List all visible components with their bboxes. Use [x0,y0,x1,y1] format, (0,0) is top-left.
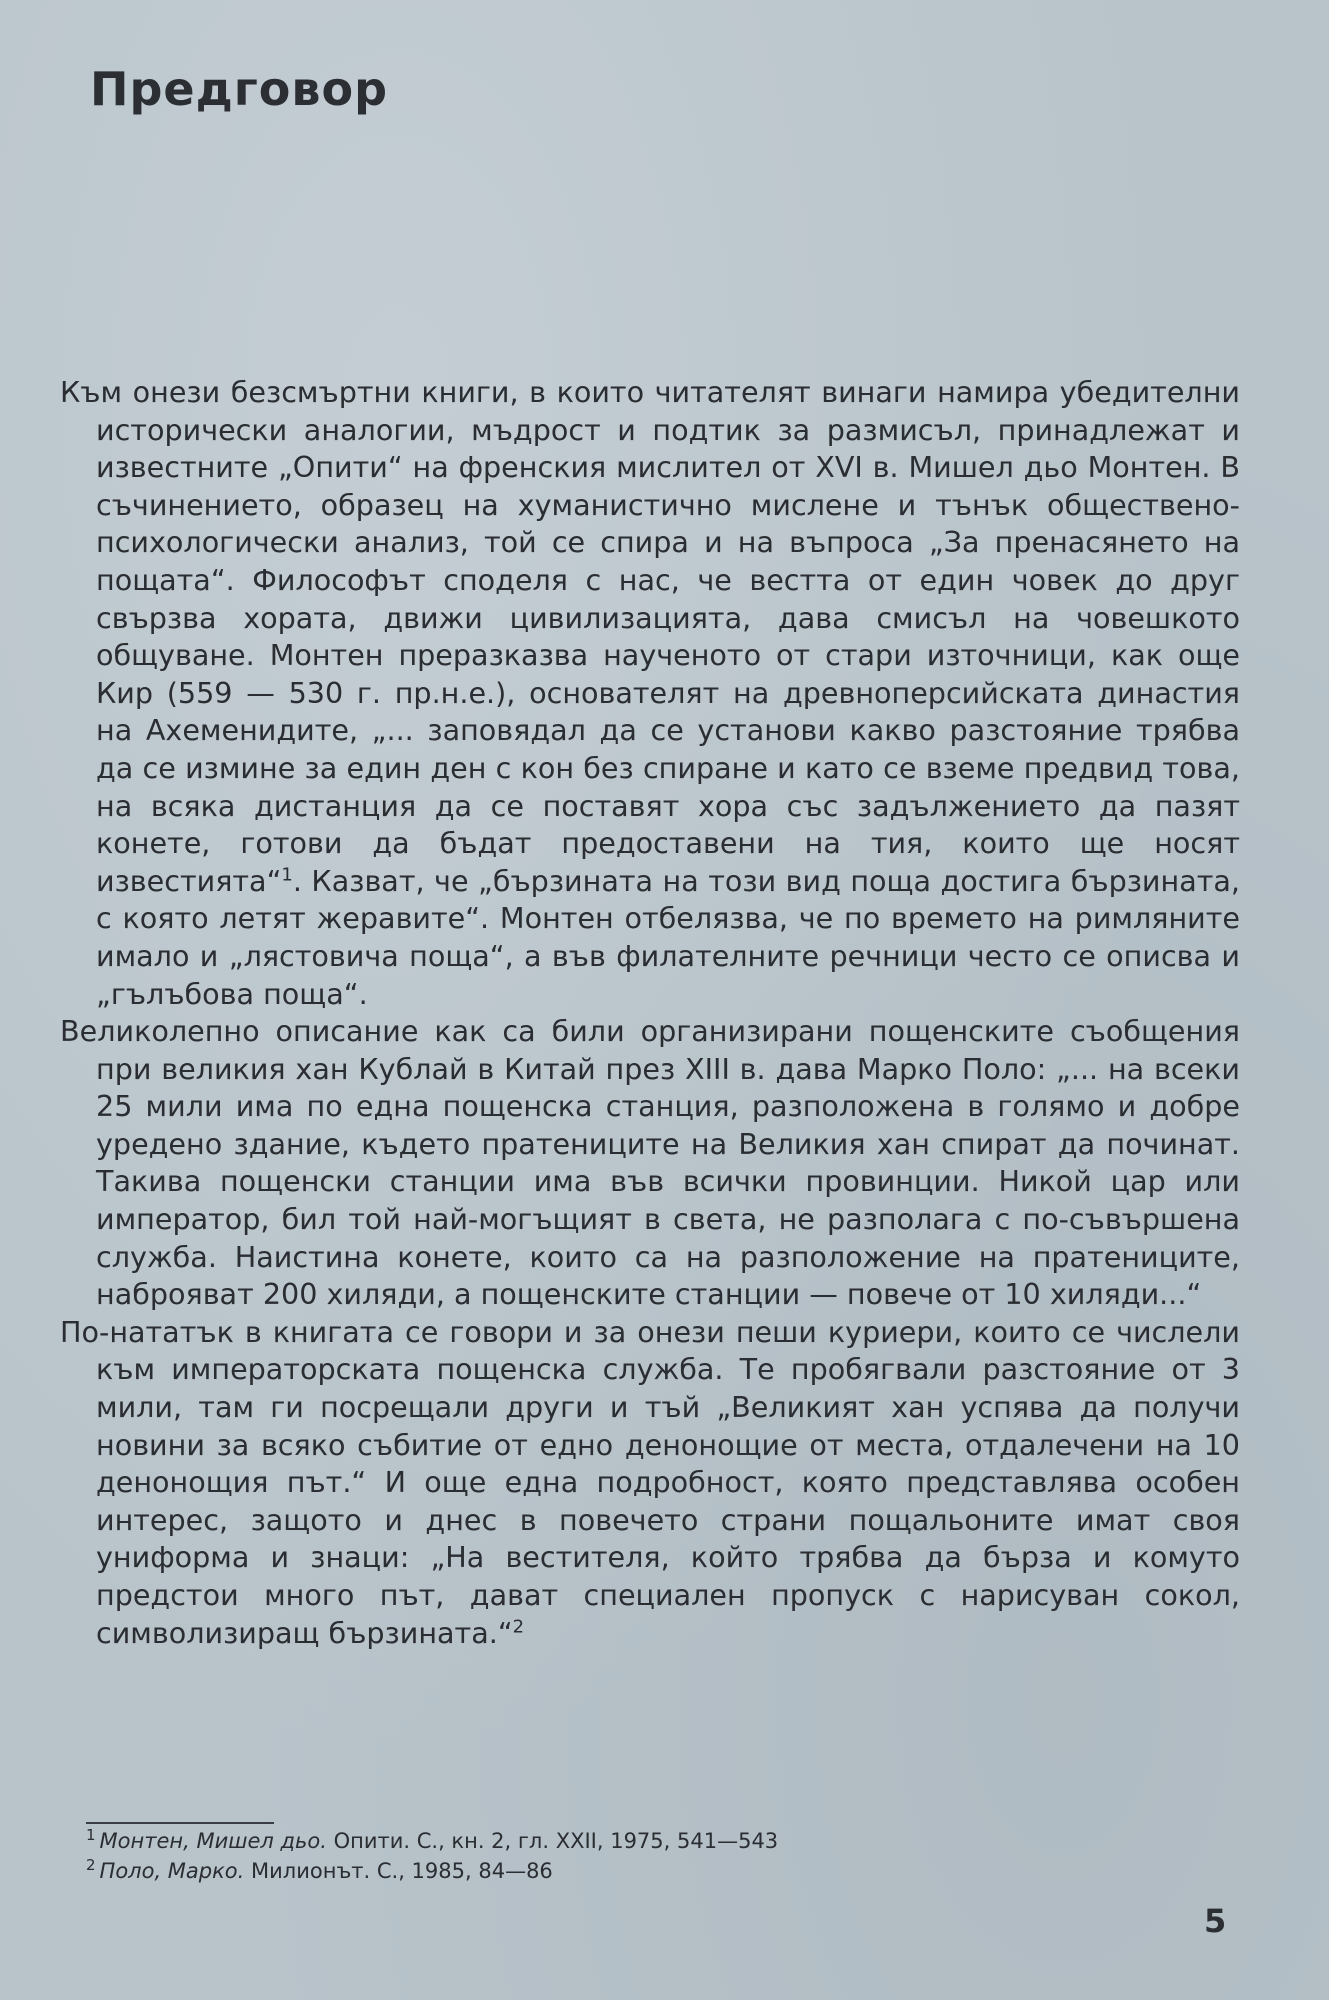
footnote-1-mark: 1 [86,1826,96,1844]
main-text [60,374,1240,1652]
footnote-1-author: Монтен, Мишел дьо. [99,1829,327,1853]
paragraph-1-text-continued: . Казват, че „бързината на този вид поща достига бързината, с която летят жеравите“. Монтен отбелязва, че по времето на римляните имало и „лястовича поща“, а във филателните речници често се описва и „гълъбова поща“. [96,863,1240,1011]
footnote-ref-1: 1 [281,864,293,886]
footnote-1 [86,1826,778,1856]
paragraph-1 [60,374,1240,1013]
footnote-2-mark: 2 [86,1856,96,1874]
page-number: 5 [1204,1902,1227,1940]
paragraph-3-text: По-нататък в книгата се говори и за онези пеши куриери, които се числели към императорската пощенска служба. Те пробягвали разстояние от 3 мили, там ги посрещали други и тъй „Великият хан успява да получи новини за всяко събитие от едно денонощие от места, отдалечени на 10 денонощия път.“ И още една подробност, която представлява особен интерес, защото и днес в повечето страни пощальоните имат своя униформа и знаци: „На вестителя, който трябва да бърза и комуто предстои много път, дават специален пропуск с нарисуван сокол, символизиращ бързината.“ [60,1314,1240,1650]
paragraph-2-text: Великолепно описание как са били организирани пощенските съобщения при великия хан Кублай в Китай през XIII в. дава Марко Поло: „... на всеки 25 мили има по една пощенска станция, разположена в голямо и добре уредено здание, където пратениците на Великия хан спират да починат. Такива пощенски станции има във всички провинции. Никой цар или император, бил той най-могъщият в света, не разполага с по-съвършена служба. Наистина конете, които са на разположение на пратениците, наброяват 200 хиляди, а пощенските станции — повече от 10 хиляди...“ [60,1014,1240,1312]
paragraph-3 [60,1314,1240,1652]
page-title: Предговор [90,62,389,116]
footnote-2-source: Милионът. С., 1985, 84—86 [251,1859,553,1883]
footnote-2-author: Поло, Марко. [99,1859,245,1883]
footnote-1-source: Опити. С., кн. 2, гл. XXII, 1975, 541—543 [333,1829,779,1853]
footnotes [86,1826,778,1886]
footnote-2 [86,1856,778,1886]
footnote-divider [86,1822,274,1824]
paragraph-2 [60,1013,1240,1314]
paragraph-1-text: Към онези безсмъртни книги, в които читателят винаги намира убедителни исторически аналогии, мъдрост и подтик за размисъл, принадлежат и известните „Опити“ на френския мислител от XVI в. Мишел дьо Монтен. В съчинението, образец на хуманистично мислене и тънък обществено-психологически анализ, той се спира и на въпроса „За пренасянето на пощата“. Философът споделя с нас, че вестта от един човек до друг свързва хората, движи цивилизацията, дава смисъл на човешкото общуване. Монтен преразказва наученото от стари източници, как още Кир (559 — 530 г. пр.н.е.), основателят на древноперсийската династия на Ахеменидите, „... заповядал да се установи какво разстояние трябва да се измине за един ден с кон без спиране и като се вземе предвид това, на всяка дистанция да се поставят хора със задължението да пазят конете, готови да бъдат предоставени на тия, които ще носят известията“ [60,375,1240,898]
footnote-ref-2: 2 [512,1616,525,1638]
